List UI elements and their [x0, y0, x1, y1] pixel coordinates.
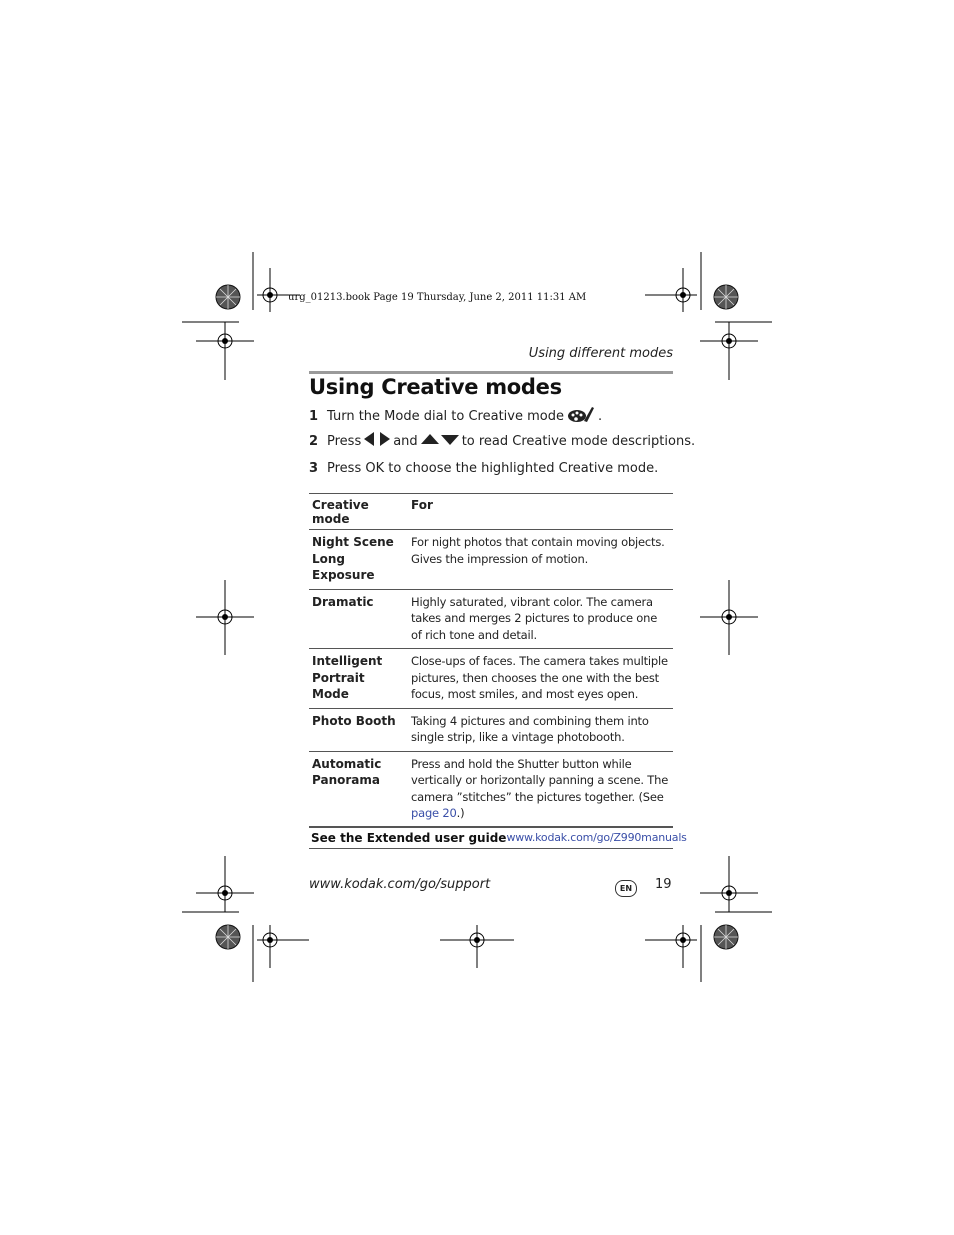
printer-slug: urg_01213.book Page 19 Thursday, June 2, 2011 11:31 AM [288, 292, 587, 303]
mode-name-line2: Panorama [312, 773, 380, 787]
mode-description: For night photos that contain moving objects. Gives the impression of motion. [408, 530, 673, 590]
table-row [309, 589, 673, 649]
mode-description-cell [408, 751, 673, 827]
mode-name-cell [309, 708, 408, 751]
page-title: Using Creative modes [309, 375, 562, 399]
mode-name-cell [309, 649, 408, 709]
table-row [309, 530, 673, 590]
support-link[interactable]: www.kodak.com/go/support [309, 877, 491, 892]
table-row [309, 649, 673, 709]
step-1 [309, 405, 602, 427]
mode-name: Intelligent [312, 654, 383, 668]
mode-name-cell [309, 589, 408, 649]
language-badge: EN [615, 880, 637, 897]
mode-description: Taking 4 pictures and combining them into single strip, like a vintage photobooth. [408, 708, 673, 751]
creative-modes-table [309, 493, 673, 828]
mode-description: Highly saturated, vibrant color. The camera takes and merges 2 pictures to produce one of rich tone and detail. [408, 589, 673, 649]
mode-name: Automatic [312, 756, 382, 771]
step-2 [309, 431, 695, 451]
mode-name: Night Scene [312, 535, 394, 549]
mode-name-cell [309, 530, 408, 590]
page-20-link[interactable]: page 20 [411, 806, 457, 820]
table-row [309, 751, 673, 827]
extended-guide-bar [309, 826, 687, 849]
step-number: 3 [309, 461, 319, 476]
creative-mode-icon [567, 405, 595, 427]
table-row [309, 708, 673, 751]
step-number: 2 [309, 433, 319, 449]
page-number: 19 [655, 877, 672, 892]
step-number: 1 [309, 408, 319, 424]
column-header-mode: Creative mode [309, 494, 408, 530]
header-rule [309, 371, 673, 374]
extended-guide-label: See the Extended user guide [311, 830, 507, 845]
up-down-arrows-icon [421, 432, 459, 450]
step-3 [309, 461, 658, 476]
mode-description: Close-ups of faces. The camera takes multiple pictures, then chooses the one with the best focus, most smiles, and most eyes open. [408, 649, 673, 709]
mode-name-cell [309, 751, 408, 827]
step-text-end: to read Creative mode descriptions. [461, 433, 696, 449]
mode-description: Press and hold the Shutter button while vertically or horizontally panning a scene. The camera ”stitches” the pictures together. (See [411, 756, 669, 804]
step-text-mid: and [393, 433, 418, 449]
step-text: Press OK to choose the highlighted Creative mode. [327, 461, 659, 476]
running-head: Using different modes [528, 346, 673, 361]
step-text: Press [327, 433, 362, 449]
mode-name-line2: Long Exposure [312, 551, 375, 582]
mode-name-line2: Portrait Mode [312, 670, 365, 701]
table-header-row [309, 494, 673, 530]
mode-name: Photo Booth [312, 713, 396, 728]
left-right-arrows-icon [364, 431, 390, 451]
step-text: Turn the Mode dial to Creative mode [327, 408, 564, 424]
extended-guide-link[interactable]: www.kodak.com/go/Z990manuals [506, 831, 687, 844]
step-text-end: . [597, 408, 603, 424]
mode-description-end: .) [456, 806, 465, 820]
mode-name: Dramatic [312, 594, 374, 609]
column-header-for: For [408, 494, 673, 530]
